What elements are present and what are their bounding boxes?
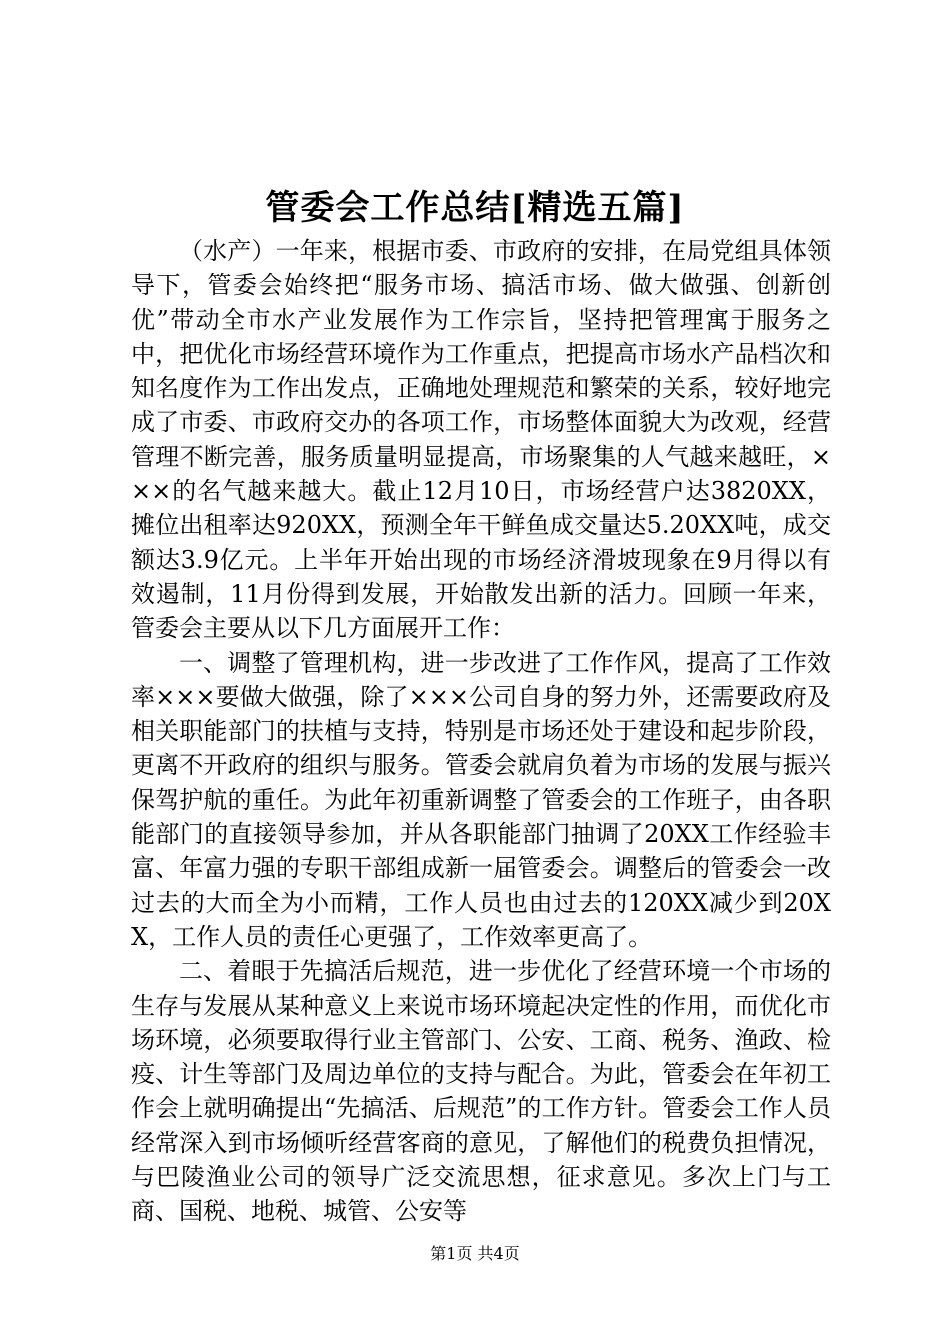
document-body [131, 234, 831, 1229]
paragraph-intro: （水产）一年来，根据市委、市政府的安排，在局党组具体领导下，管委会始终把“服务市场、搞活市场、做大做强、创新创优”带动全市水产业发展作为工作宗旨，坚持把管理寓于服务之中，把优化市场经营环境作为工作重点，把提高市场水产品档次和知名度作为工作出发点，正确地处理规范和繁荣的关系，较好地完成了市委、市政府交办的各项工作，市场整体面貌大为改观，经营管理不断完善，服务质量明显提高，市场聚集的人气越来越旺，×××的名气越来越大。截止12月10日，市场经营户达3820XX，摊位出租率达920XX，预测全年干鲜鱼成交量达5.20XX吨，成交额达3.9亿元。上半年开始出现的市场经济滑坡现象在9月得以有效遏制，11月份得到发展，开始散发出新的活力。回顾一年来，管委会主要从以下几方面展开工作： [131, 237, 831, 643]
page-number-footer: 第1页 共4页 [430, 1244, 520, 1263]
document-title: 管委会工作总结[精选五篇] [265, 188, 685, 228]
paragraph-section-one: 一、调整了管理机构，进一步改进了工作作风，提高了工作效率×××要做大做强，除了×××公司自身的努力外，还需要政府及相关职能部门的扶植与支持，特别是市场还处于建设和起步阶段，更离不开政府的组织与服务。管委会就肩负着为市场的发展与振兴保驾护航的重任。为此年初重新调整了管委会的工作班子，由各职能部门的直接领导参加，并从各职能部门抽调了20XX工作经验丰富、年富力强的专职干部组成新一届管委会。调整后的管委会一改过去的大而全为小而精，工作人员也由过去的120XX减少到20XX，工作人员的责任心更强了，工作效率更高了。 [131, 648, 831, 951]
paragraph-section-two: 二、着眼于先搞活后规范，进一步优化了经营环境一个市场的生存与发展从某种意义上来说市场环境起决定性的作用，而优化市场环境，必须要取得行业主管部门、公安、工商、税务、渔政、检疫、计生等部门及周边单位的支持与配合。为此，管委会在年初工作会上就明确提出“先搞活、后规范”的工作方针。管委会工作人员经常深入到市场倾听经营客商的意见，了解他们的税费负担情况，与巴陵渔业公司的领导广泛交流思想，征求意见。多次上门与工商、国税、地税、城管、公安等 [131, 957, 831, 1226]
